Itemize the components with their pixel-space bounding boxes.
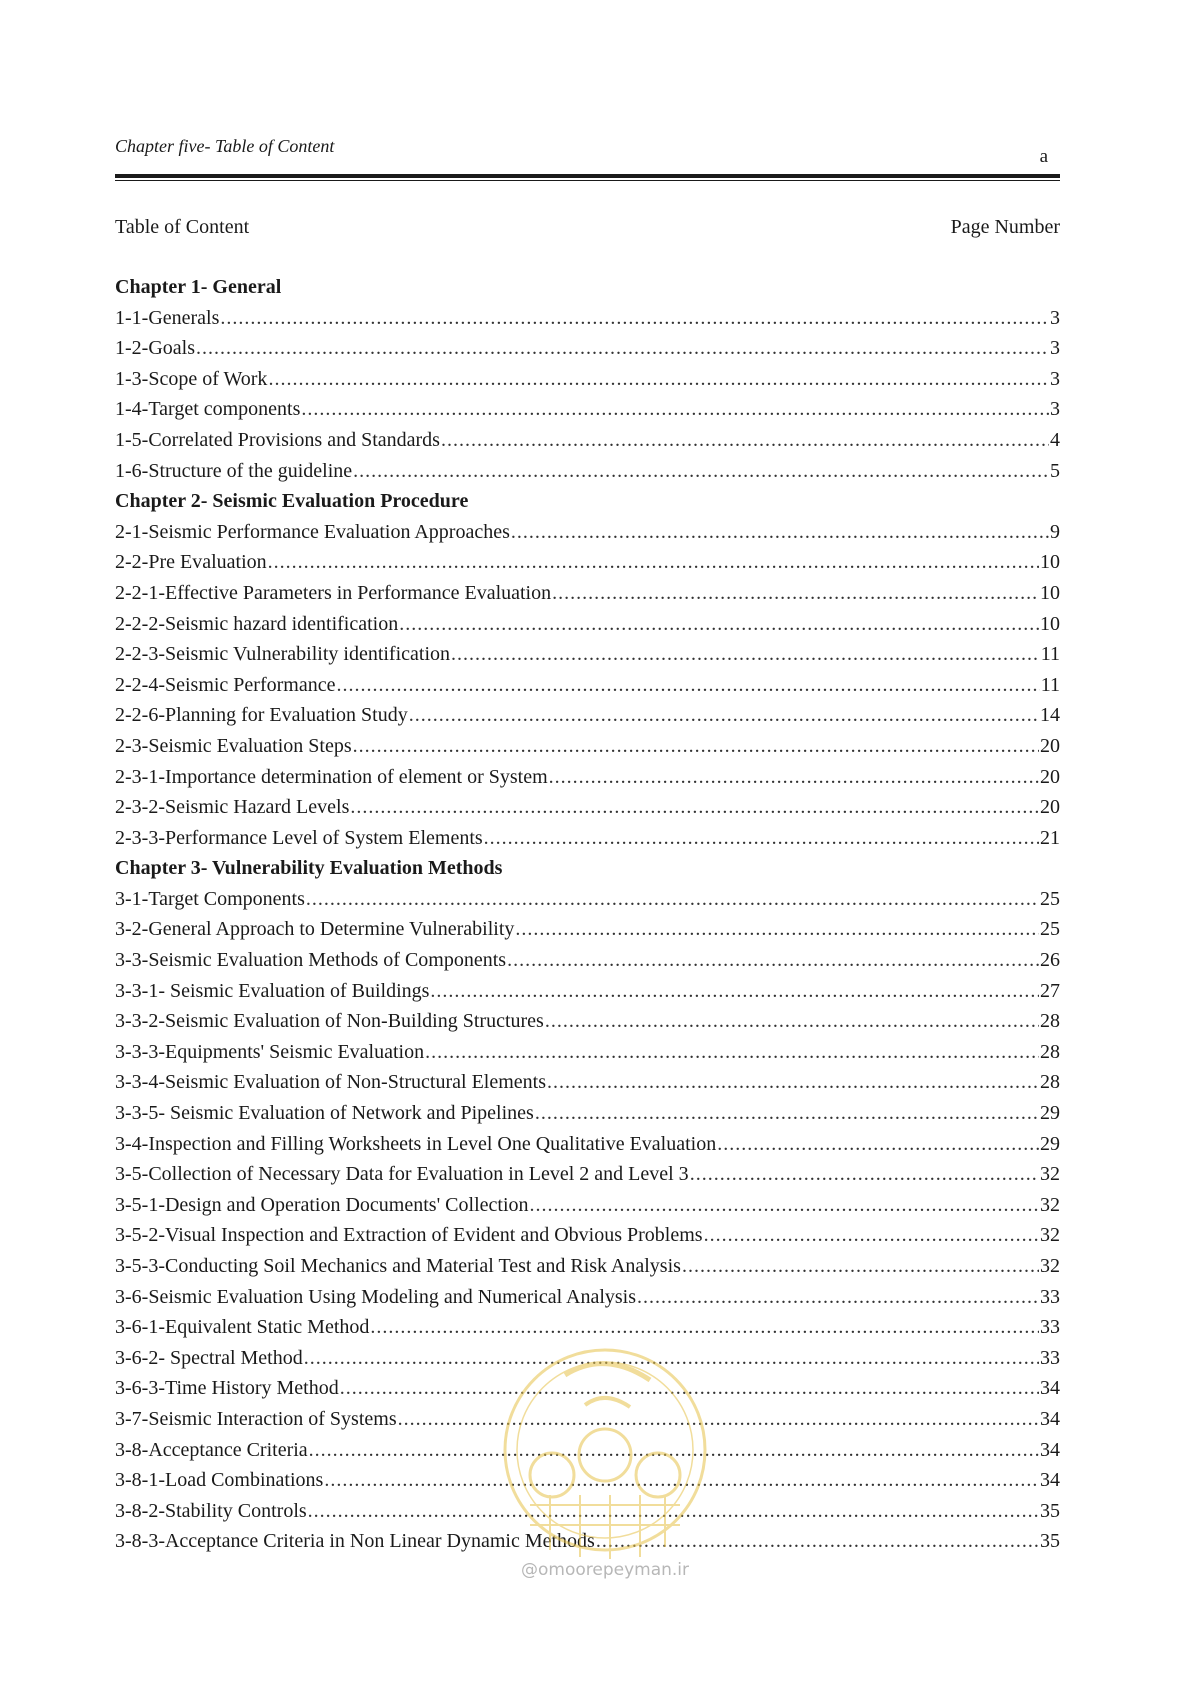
dot-leader xyxy=(549,766,1039,789)
toc-entry-label: 3-5-3-Conducting Soil Mechanics and Material Test and Risk Analysis xyxy=(115,1255,681,1277)
toc-entry-page: 28 xyxy=(1040,1040,1060,1063)
toc-entry-page: 11 xyxy=(1040,673,1060,696)
toc-entry-label: 3-6-3-Time History Method xyxy=(115,1377,339,1400)
toc-entry-label: 3-3-Seismic Evaluation Methods of Components xyxy=(115,949,507,972)
logo-seal-icon xyxy=(490,1335,720,1575)
dot-leader xyxy=(511,521,1049,544)
toc-entry xyxy=(115,643,1060,674)
toc-entry xyxy=(115,980,1060,1011)
dot-leader xyxy=(306,888,1039,911)
toc-entry-label: 1-1-Generals xyxy=(115,306,220,329)
dot-leader xyxy=(484,827,1039,850)
dot-leader xyxy=(637,1286,1039,1309)
toc-entry-label: 2-3-3-Performance Level of System Elements xyxy=(115,826,483,849)
toc-entry-page: 25 xyxy=(1040,918,1060,941)
toc-entry-label: 2-2-6-Planning for Evaluation Study xyxy=(115,704,408,727)
toc-entry xyxy=(115,582,1060,613)
toc-entry-page: 28 xyxy=(1040,1071,1060,1094)
toc-entry-page: 14 xyxy=(1040,704,1060,727)
toc-entry-page: 5 xyxy=(1050,459,1060,482)
toc-entry-page: 10 xyxy=(1040,612,1060,635)
toc-entry-label: 3-2-General Approach to Determine Vulnerability xyxy=(115,918,515,941)
toc-entry-page: 26 xyxy=(1040,949,1060,972)
chapter-heading xyxy=(115,490,1060,521)
toc-entry-label: 3-5-1-Design and Operation Documents' Collection xyxy=(115,1193,529,1216)
toc-entry xyxy=(115,429,1060,460)
toc-entry xyxy=(115,398,1060,429)
toc-entry-label: 1-3-Scope of Work xyxy=(115,367,268,390)
toc-entry-label: 2-3-Seismic Evaluation Steps xyxy=(115,734,352,757)
toc-entry-label: 1-4-Target components xyxy=(115,398,301,421)
toc-entry xyxy=(115,551,1060,582)
dot-leader xyxy=(425,1041,1039,1064)
toc-entry-label: 3-1-Target Components xyxy=(115,887,305,910)
toc-entry-label: 3-7-Seismic Interaction of Systems xyxy=(115,1407,397,1430)
dot-leader xyxy=(552,582,1039,605)
toc-entry xyxy=(115,949,1060,980)
toc-entry-page: 34 xyxy=(1040,1377,1060,1400)
toc-entry-label: 3-8-1-Load Combinations xyxy=(115,1469,324,1492)
header-rule-thin xyxy=(115,180,1060,181)
header-rule-thick xyxy=(115,174,1060,178)
toc-entry xyxy=(115,1071,1060,1102)
dot-leader xyxy=(704,1224,1039,1247)
toc-entry xyxy=(115,1194,1060,1225)
toc-entry-label: 2-2-Pre Evaluation xyxy=(115,551,267,574)
toc-entry-label: 3-3-5- Seismic Evaluation of Network and Pipelines xyxy=(115,1102,534,1125)
toc-entry-label: 3-8-Acceptance Criteria xyxy=(115,1438,308,1461)
toc-heading: Table of Content xyxy=(115,216,250,238)
toc-entry-page: 25 xyxy=(1040,887,1060,910)
page-number-heading: Page Number xyxy=(950,216,1060,238)
toc-entry-label: 2-1-Seismic Performance Evaluation Approaches xyxy=(115,520,510,543)
toc-entry xyxy=(115,704,1060,735)
dot-leader xyxy=(530,1194,1039,1217)
toc-entry xyxy=(115,766,1060,797)
toc-entry xyxy=(115,521,1060,552)
chapter-title: Chapter 2- Seismic Evaluation Procedure xyxy=(115,490,469,513)
toc-entry-page: 3 xyxy=(1050,398,1060,421)
dot-leader xyxy=(301,398,1049,421)
toc-entry-label: 2-2-2-Seismic hazard identification xyxy=(115,612,399,635)
dot-leader xyxy=(545,1010,1039,1033)
toc-entry-page: 4 xyxy=(1050,428,1060,451)
dot-leader xyxy=(535,1102,1039,1125)
toc-entry-page: 33 xyxy=(1040,1316,1060,1339)
dot-leader xyxy=(451,643,1040,666)
toc-entry-page: 21 xyxy=(1040,826,1060,849)
chapter-heading xyxy=(115,276,1060,307)
toc-entry-label: 3-5-Collection of Necessary Data for Evaluation in Level 2 and Level 3 xyxy=(115,1163,689,1186)
toc-column-headings xyxy=(115,216,1060,239)
toc-entry-label: 1-5-Correlated Provisions and Standards xyxy=(115,428,440,451)
toc-entry-page: 33 xyxy=(1040,1285,1060,1308)
toc-entry-page: 32 xyxy=(1040,1163,1060,1186)
toc-entry-page: 11 xyxy=(1040,643,1060,666)
running-header xyxy=(115,136,1060,167)
toc-entry xyxy=(115,827,1060,858)
toc-entry-page: 27 xyxy=(1040,979,1060,1002)
toc-entry xyxy=(115,888,1060,919)
toc-entry-label: 1-2-Goals xyxy=(115,337,195,360)
dot-leader xyxy=(515,918,1039,941)
toc-entry xyxy=(115,1163,1060,1194)
toc-entry-page: 33 xyxy=(1040,1346,1060,1369)
toc-entry-page: 3 xyxy=(1050,306,1060,329)
toc-entry-label: 3-3-3-Equipments' Seismic Evaluation xyxy=(115,1040,425,1063)
dot-leader xyxy=(507,949,1039,972)
toc-entry-label: 3-5-2-Visual Inspection and Extraction of Evident and Obvious Problems xyxy=(115,1224,703,1247)
toc-entry xyxy=(115,1224,1060,1255)
dot-leader xyxy=(268,551,1039,574)
chapter-heading xyxy=(115,857,1060,888)
toc-entry-label: 2-2-3-Seismic Vulnerability identification xyxy=(115,643,451,666)
toc-entry-page: 10 xyxy=(1040,551,1060,574)
dot-leader xyxy=(682,1255,1039,1278)
toc-entry-label: 3-3-1- Seismic Evaluation of Buildings xyxy=(115,979,430,1002)
dot-leader xyxy=(441,429,1049,452)
toc-entry-page: 34 xyxy=(1040,1469,1060,1492)
page-letter: a xyxy=(1039,146,1048,167)
toc-entry-label: 3-6-Seismic Evaluation Using Modeling and Numerical Analysis xyxy=(115,1285,637,1308)
toc-entry xyxy=(115,796,1060,827)
toc-entry-label: 3-6-2- Spectral Method xyxy=(115,1346,303,1369)
toc-entry xyxy=(115,1010,1060,1041)
toc-entry xyxy=(115,1286,1060,1317)
toc-entry xyxy=(115,1041,1060,1072)
toc-entry xyxy=(115,460,1060,491)
dot-leader xyxy=(353,460,1049,483)
toc-entry xyxy=(115,613,1060,644)
toc-entry xyxy=(115,918,1060,949)
dot-leader xyxy=(430,980,1039,1003)
toc-entry-page: 20 xyxy=(1040,765,1060,788)
toc-entry xyxy=(115,1255,1060,1286)
toc-entry-page: 32 xyxy=(1040,1193,1060,1216)
dot-leader xyxy=(336,674,1039,697)
chapter-title: Chapter 3- Vulnerability Evaluation Methods xyxy=(115,857,503,880)
dot-leader xyxy=(268,368,1049,391)
toc-entry-page: 35 xyxy=(1040,1530,1060,1553)
toc-entry-label: 3-4-Inspection and Filling Worksheets in Level One Qualitative Evaluation xyxy=(115,1132,717,1155)
toc-entry-label: 2-2-1-Effective Parameters in Performance Evaluation xyxy=(115,581,552,604)
toc-entry-label: 1-6-Structure of the guideline xyxy=(115,459,353,482)
toc-entry-page: 34 xyxy=(1040,1438,1060,1461)
chapter-title: Chapter 1- General xyxy=(115,276,282,298)
dot-leader xyxy=(220,307,1049,330)
dot-leader xyxy=(717,1133,1039,1156)
dot-leader xyxy=(399,613,1039,636)
toc-entry-page: 29 xyxy=(1040,1132,1060,1155)
toc-entry-page: 20 xyxy=(1040,734,1060,757)
toc-entry-label: 3-3-4-Seismic Evaluation of Non-Structural Elements xyxy=(115,1071,547,1094)
toc-entry-page: 10 xyxy=(1040,581,1060,604)
toc-entry-label: 3-8-2-Stability Controls xyxy=(115,1499,307,1522)
toc-entry-page: 9 xyxy=(1050,520,1060,543)
toc-entry xyxy=(115,735,1060,766)
toc-entry xyxy=(115,674,1060,705)
dot-leader xyxy=(196,337,1049,360)
toc-entry xyxy=(115,307,1060,338)
dot-leader xyxy=(350,796,1039,819)
toc-entry-page: 32 xyxy=(1040,1255,1060,1277)
toc-entry-label: 3-8-3-Acceptance Criteria in Non Linear Dynamic Methods xyxy=(115,1530,595,1553)
dot-leader xyxy=(409,704,1039,727)
toc-entry-label: 3-6-1-Equivalent Static Method xyxy=(115,1316,370,1339)
toc-entry xyxy=(115,1133,1060,1164)
toc-entry-label: 2-3-2-Seismic Hazard Levels xyxy=(115,796,350,819)
dot-leader xyxy=(690,1163,1039,1186)
dot-leader xyxy=(547,1071,1039,1094)
toc-entry-page: 28 xyxy=(1040,1010,1060,1033)
toc-entry-page: 20 xyxy=(1040,796,1060,819)
toc-entry-label: 2-3-1-Importance determination of element or System xyxy=(115,765,548,788)
toc-entry-page: 3 xyxy=(1050,367,1060,390)
toc-entry xyxy=(115,1102,1060,1133)
toc-entry-page: 29 xyxy=(1040,1102,1060,1125)
toc-entry-page: 35 xyxy=(1040,1499,1060,1522)
running-title: Chapter five- Table of Content xyxy=(115,136,335,156)
toc-entry xyxy=(115,337,1060,368)
dot-leader xyxy=(353,735,1039,758)
toc-entry-page: 34 xyxy=(1040,1407,1060,1430)
toc-entry xyxy=(115,368,1060,399)
toc-entry-label: 2-2-4-Seismic Performance xyxy=(115,673,336,696)
toc-entry-label: 3-3-2-Seismic Evaluation of Non-Building Structures xyxy=(115,1010,544,1033)
watermark-text: @omoorepeyman.ir xyxy=(520,1560,690,1580)
toc-entry-page: 3 xyxy=(1050,337,1060,360)
toc-entry-page: 32 xyxy=(1040,1224,1060,1247)
